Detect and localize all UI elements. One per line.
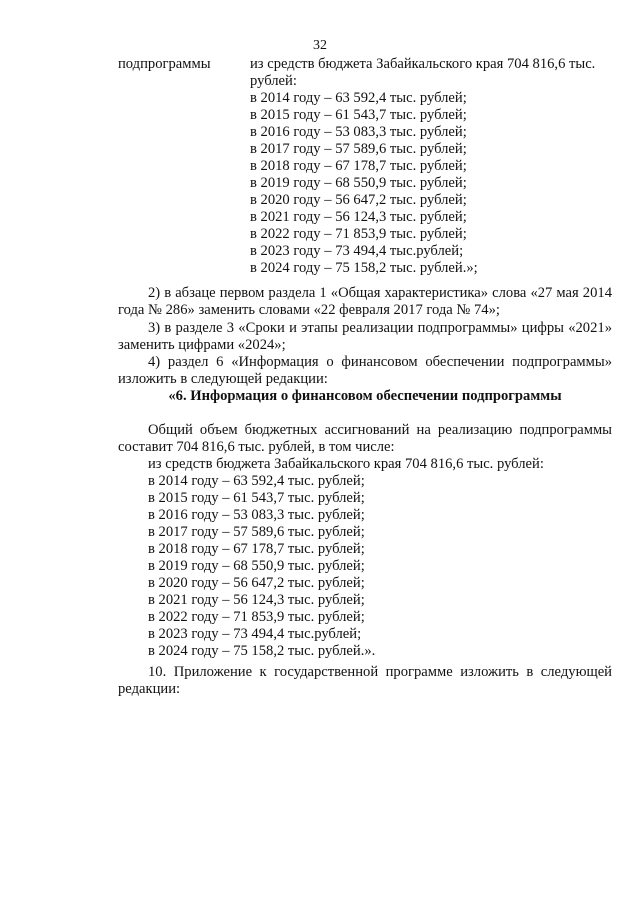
section-total: Общий объем бюджетных ассигнований на реализацию подпрограммы составит 704 816,6 тыс. рублей, в том числе:: [118, 422, 612, 455]
section-years-list: [148, 456, 612, 660]
section-year-line: в 2014 году – 63 592,4 тыс. рублей;: [148, 473, 365, 489]
section-year-line: в 2023 году – 73 494,4 тыс.рублей;: [148, 626, 362, 642]
section-year-line: в 2018 году – 67 178,7 тыс. рублей;: [148, 541, 365, 557]
amendment-item-2: 2) в абзаце первом раздела 1 «Общая характеристика» слова «27 мая 2014 года № 286» заменить словами «22 февраля 2017 года № 74»;: [118, 285, 612, 318]
section-year-line: в 2017 году – 57 589,6 тыс. рублей;: [148, 524, 365, 540]
section-year-line: в 2019 году – 68 550,9 тыс. рублей;: [148, 558, 365, 574]
section-year-line: в 2021 году – 56 124,3 тыс. рублей;: [148, 592, 365, 608]
item-10: 10. Приложение к государственной программе изложить в следующей редакции:: [118, 664, 612, 697]
page-number: 32: [313, 38, 327, 53]
passport-year-line: в 2018 году – 67 178,7 тыс. рублей;: [250, 158, 467, 174]
section-heading: «6. Информация о финансовом обеспечении подпрограммы: [168, 388, 562, 404]
amendment-item-4: 4) раздел 6 «Информация о финансовом обеспечении подпрограммы» изложить в следующей редакции:: [118, 354, 612, 387]
passport-intro-line2: рублей:: [250, 73, 297, 89]
section-year-line: в 2020 году – 56 647,2 тыс. рублей;: [148, 575, 365, 591]
section-year-line: в 2022 году – 71 853,9 тыс. рублей;: [148, 609, 365, 625]
passport-year-line: в 2020 году – 56 647,2 тыс. рублей;: [250, 192, 467, 208]
passport-year-line: в 2014 году – 63 592,4 тыс. рублей;: [250, 90, 467, 106]
passport-value: [250, 56, 620, 277]
passport-year-line: в 2021 году – 56 124,3 тыс. рублей;: [250, 209, 467, 225]
passport-year-line: в 2023 году – 73 494,4 тыс.рублей;: [250, 243, 464, 259]
section-year-line: в 2016 году – 53 083,3 тыс. рублей;: [148, 507, 365, 523]
passport-year-line: в 2017 году – 57 589,6 тыс. рублей;: [250, 141, 467, 157]
section-year-line: в 2024 году – 75 158,2 тыс. рублей.».: [148, 643, 376, 659]
passport-year-line: в 2015 году – 61 543,7 тыс. рублей;: [250, 107, 467, 123]
passport-year-line: в 2019 году – 68 550,9 тыс. рублей;: [250, 175, 467, 191]
amendment-item-3: 3) в разделе 3 «Сроки и этапы реализации подпрограммы» цифры «2021» заменить цифрами «2024»;: [118, 320, 612, 353]
passport-label: подпрограммы: [118, 56, 211, 72]
section-source-line: из средств бюджета Забайкальского края 704 816,6 тыс. рублей:: [148, 456, 544, 472]
passport-year-line: в 2022 году – 71 853,9 тыс. рублей;: [250, 226, 467, 242]
passport-year-line: в 2024 году – 75 158,2 тыс. рублей.»;: [250, 260, 478, 276]
passport-year-line: в 2016 году – 53 083,3 тыс. рублей;: [250, 124, 467, 140]
section-year-line: в 2015 году – 61 543,7 тыс. рублей;: [148, 490, 365, 506]
passport-intro-line1: из средств бюджета Забайкальского края 704 816,6 тыс.: [250, 56, 596, 72]
